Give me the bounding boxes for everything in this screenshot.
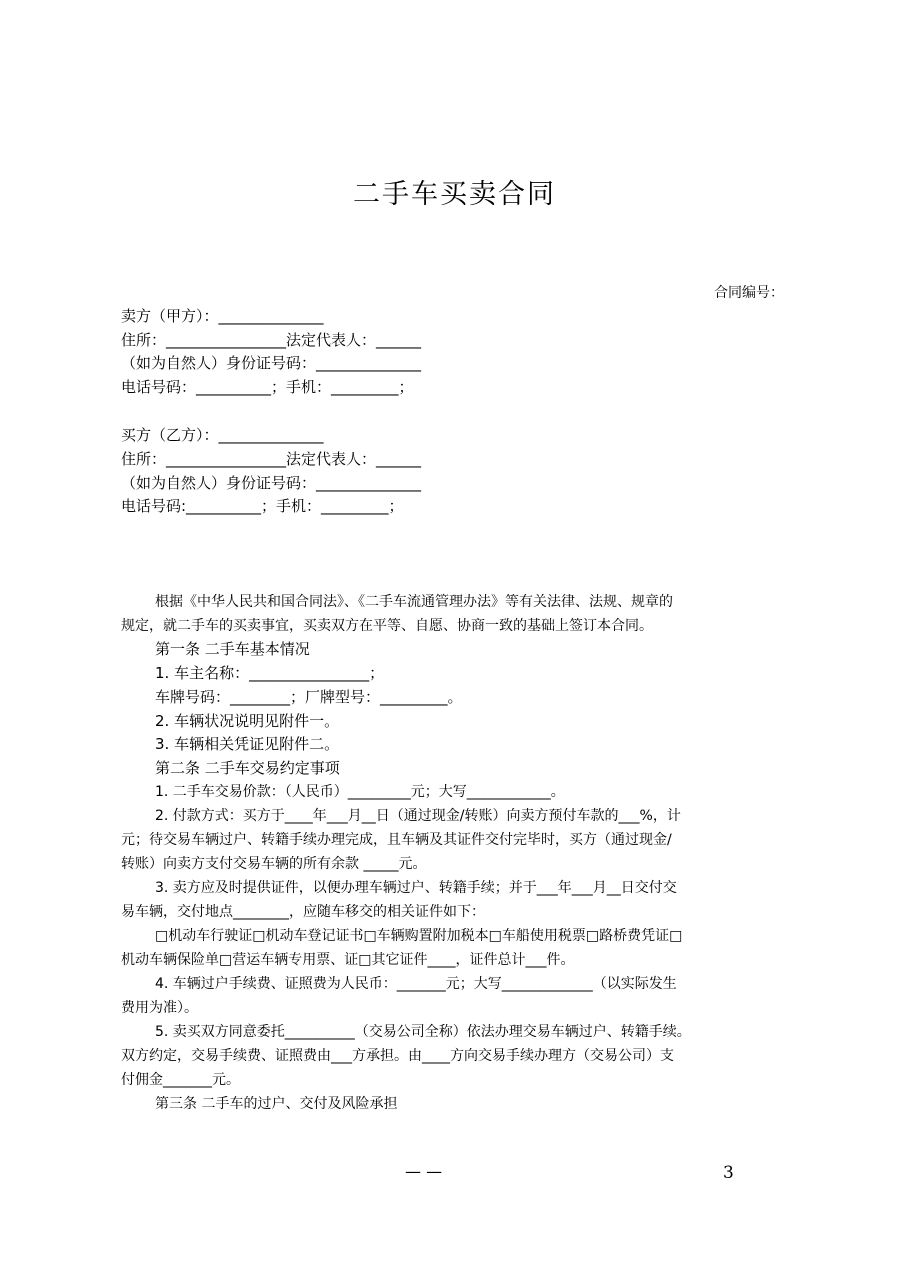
page-number: 3 [723,1163,734,1183]
article-1-plate: 车牌号码：________；厂牌型号：_________。 [155,688,463,706]
seller-line-4: 电话号码：__________；手机：_________； [121,378,414,396]
article-1-item-3: 3. 车辆相关凭证见附件二。 [155,735,340,753]
buyer-line-3: （如为自然人）身份证号码：______________ [121,474,422,492]
article-2-item-5-line-1: 5. 卖买双方同意委托__________（交易公司全称）依法办理交易车辆过户、转籍手续。 [155,1024,691,1040]
document-title: 二手车买卖合同 [353,179,556,210]
article-2-item-2-line-2: 元；待交易车辆过户、转籍手续办理完成，且车辆及其证件交付完毕时，买方（通过现金/ [121,832,672,848]
article-2-item-2-line-1: 2. 付款方式：买方于____年___月__日（通过现金/转账）向卖方预付车款的___%，计 [155,808,681,824]
article-2-item-5-line-2: 双方约定，交易手续费、证照费由___方承担。由____方向交易手续办理方（交易公司）支 [121,1048,674,1064]
article-2-item-4-line-1: 4. 车辆过户手续费、证照费为人民币：_______元；大写_____________（以实际发生 [155,976,677,992]
seller-line-3: （如为自然人）身份证号码：______________ [121,354,422,372]
article-3-heading: 第三条 二手车的过户、交付及风险承担 [155,1096,398,1112]
buyer-line-4: 电话号码:__________；手机：_________； [121,497,404,515]
article-2-item-3-line-2: 易车辆，交付地点________，应随车移交的相关证件如下： [121,904,485,920]
seller-line-1: 卖方（甲方）：______________ [121,307,324,325]
article-2-item-5-line-3: 付佣金_______元。 [121,1072,240,1088]
footer-dash: — — [405,1162,443,1181]
article-1-item-1: 1. 车主名称：________________； [155,664,385,682]
article-2-item-3-line-1: 3. 卖方应及时提供证件，以便办理车辆过户、转籍手续；并于___年___月__日交付交 [155,880,677,896]
preamble-line-2: 规定，就二手车的买卖事宜，买卖双方在平等、自愿、协商一致的基础上签订本合同。 [121,618,653,634]
buyer-line-1: 买方（乙方）：______________ [121,426,324,444]
article-2-item-3-line-4: 机动车辆保险单□营运车辆专用票、证□其它证件____，证件总计___件。 [121,952,575,968]
article-2-item-2-line-3: 转账）向卖方支付交易车辆的所有余款 _____元。 [121,856,427,872]
buyer-line-2: 住所：________________法定代表人：______ [121,450,422,468]
article-2-heading: 第二条 二手车交易约定事项 [155,759,340,777]
article-2-item-3-line-3: □机动车行驶证□机动车登记证书□车辆购置附加税本□车船使用税票□路桥费凭证□ [155,928,683,944]
article-2-item-4-line-2: 费用为准）。 [121,1000,198,1016]
preamble-line-1: 根据《中华人民共和国合同法》、《二手车流通管理办法》等有关法律、法规、规章的 [155,594,673,610]
article-2-item-1: 1. 二手车交易价款：（人民币）_________元；大写____________。 [155,784,565,800]
article-1-heading: 第一条 二手车基本情况 [155,640,310,658]
seller-line-2: 住所：________________法定代表人：______ [121,331,422,349]
contract-number-label: 合同编号： [714,285,784,301]
article-1-item-2: 2. 车辆状况说明见附件一。 [155,712,340,730]
